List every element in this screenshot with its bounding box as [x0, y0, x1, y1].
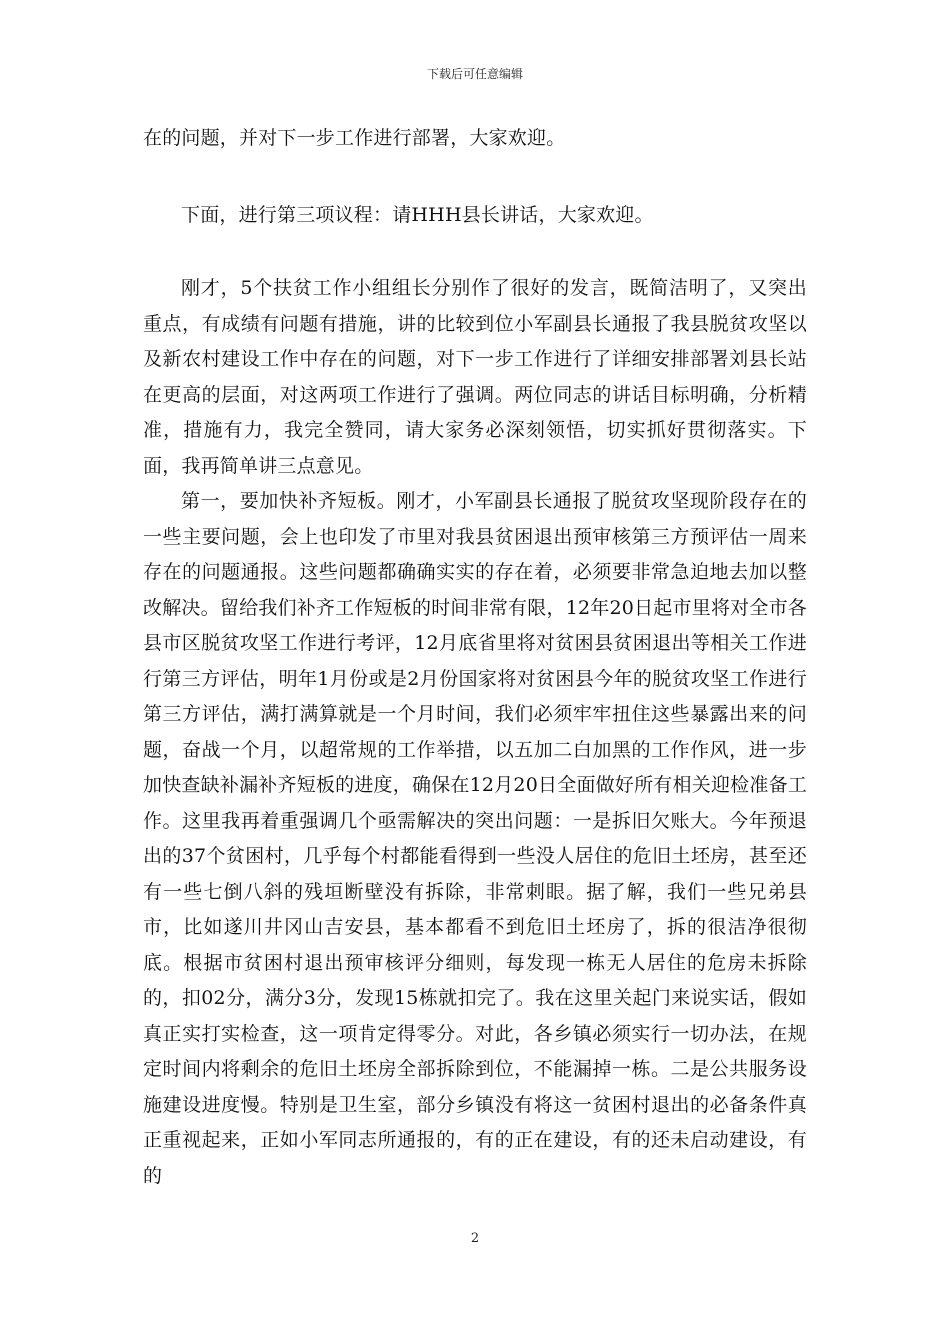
paragraph-text: 刚才，5个扶贫工作小组组长分别作了很好的发言，既简洁明了，又突出重点，有成绩有问题有措施，讲的比较到位小军副县长通报了我县脱贫攻坚以及新农村建设工作中存在的问题，对下一步工作进行了详细安排部署刘县长站在更高的层面，对这两项工作进行了强调。两位同志的讲话目标明确，分析精准，措施有力，我完全赞同，请大家务必深刻领悟，切实抓好贯彻落实。下面，我再简单讲三点意见。	[143, 277, 807, 477]
body-paragraphs-speech	[143, 271, 807, 1194]
page-header: 下载后可任意编辑	[426, 67, 523, 81]
paragraph-text: 第一，要加快补齐短板。刚才，小军副县长通报了脱贫攻坚现阶段存在的一些主要问题，会上也印发了市里对我县贫困退出预审核第三方预评估一周来存在的问题通报。这些问题都确确实实的存在着，必须要非常急迫地去加以整改解决。留给我们补齐工作短板的时间非常有限，12年20日起市里将对全市各县市区脱贫攻坚工作进行考评，12月底省里将对贫困县贫困退出等相关工作进行第三方评估，明年1月份或是2月份国家将对贫困县今年的脱贫攻坚工作进行第三方评估，满打满算就是一个月时间，我们必须牢牢扭住这些暴露出来的问题，奋战一个月，以超常规的工作举措，以五加二白加黑的工作作风，进一步加快查缺补漏补齐短板的进度，确保在12月20日全面做好所有相关迎检准备工作。这里我再着重强调几个亟需解决的突出问题：一是拆旧欠账大。今年预退出的37个贫困村，几乎每个村都能看得到一些没人居住的危旧土坯房，甚至还有一些七倒八斜的残垣断壁没有拆除，非常刺眼。据了解，我们一些兄弟县市，比如遂川井冈山吉安县，基本都看不到危旧土坯房了，拆的很洁净很彻底。根据市贫困村退出预审核评分细则，每发现一栋无人居住的危房未拆除的，扣02分，满分3分，发现15栋就扣完了。我在这里关起门来说实话，假如真正实打实检查，这一项肯定得零分。对此，各乡镇必须实行一切办法，在规定时间内将剩余的危旧土坯房全部拆除到位，不能漏掉一栋。二是公共服务设施建设进度慢。特别是卫生室，部分乡镇没有将这一贫困村退出的必备条件真正重视起来，正如小军同志所通报的，有的正在建设，有的还未启动建设，有的	[143, 490, 807, 1187]
body-paragraph-agenda	[143, 198, 807, 234]
paragraph-text: 下面，进行第三项议程：请HHH县长讲话，大家欢迎。	[181, 204, 654, 226]
paragraph-text: 在的问题，并对下一步工作进行部署，大家欢迎。	[143, 127, 566, 149]
page-number: 2	[470, 1231, 480, 1246]
body-paragraph-continuation	[143, 121, 807, 157]
